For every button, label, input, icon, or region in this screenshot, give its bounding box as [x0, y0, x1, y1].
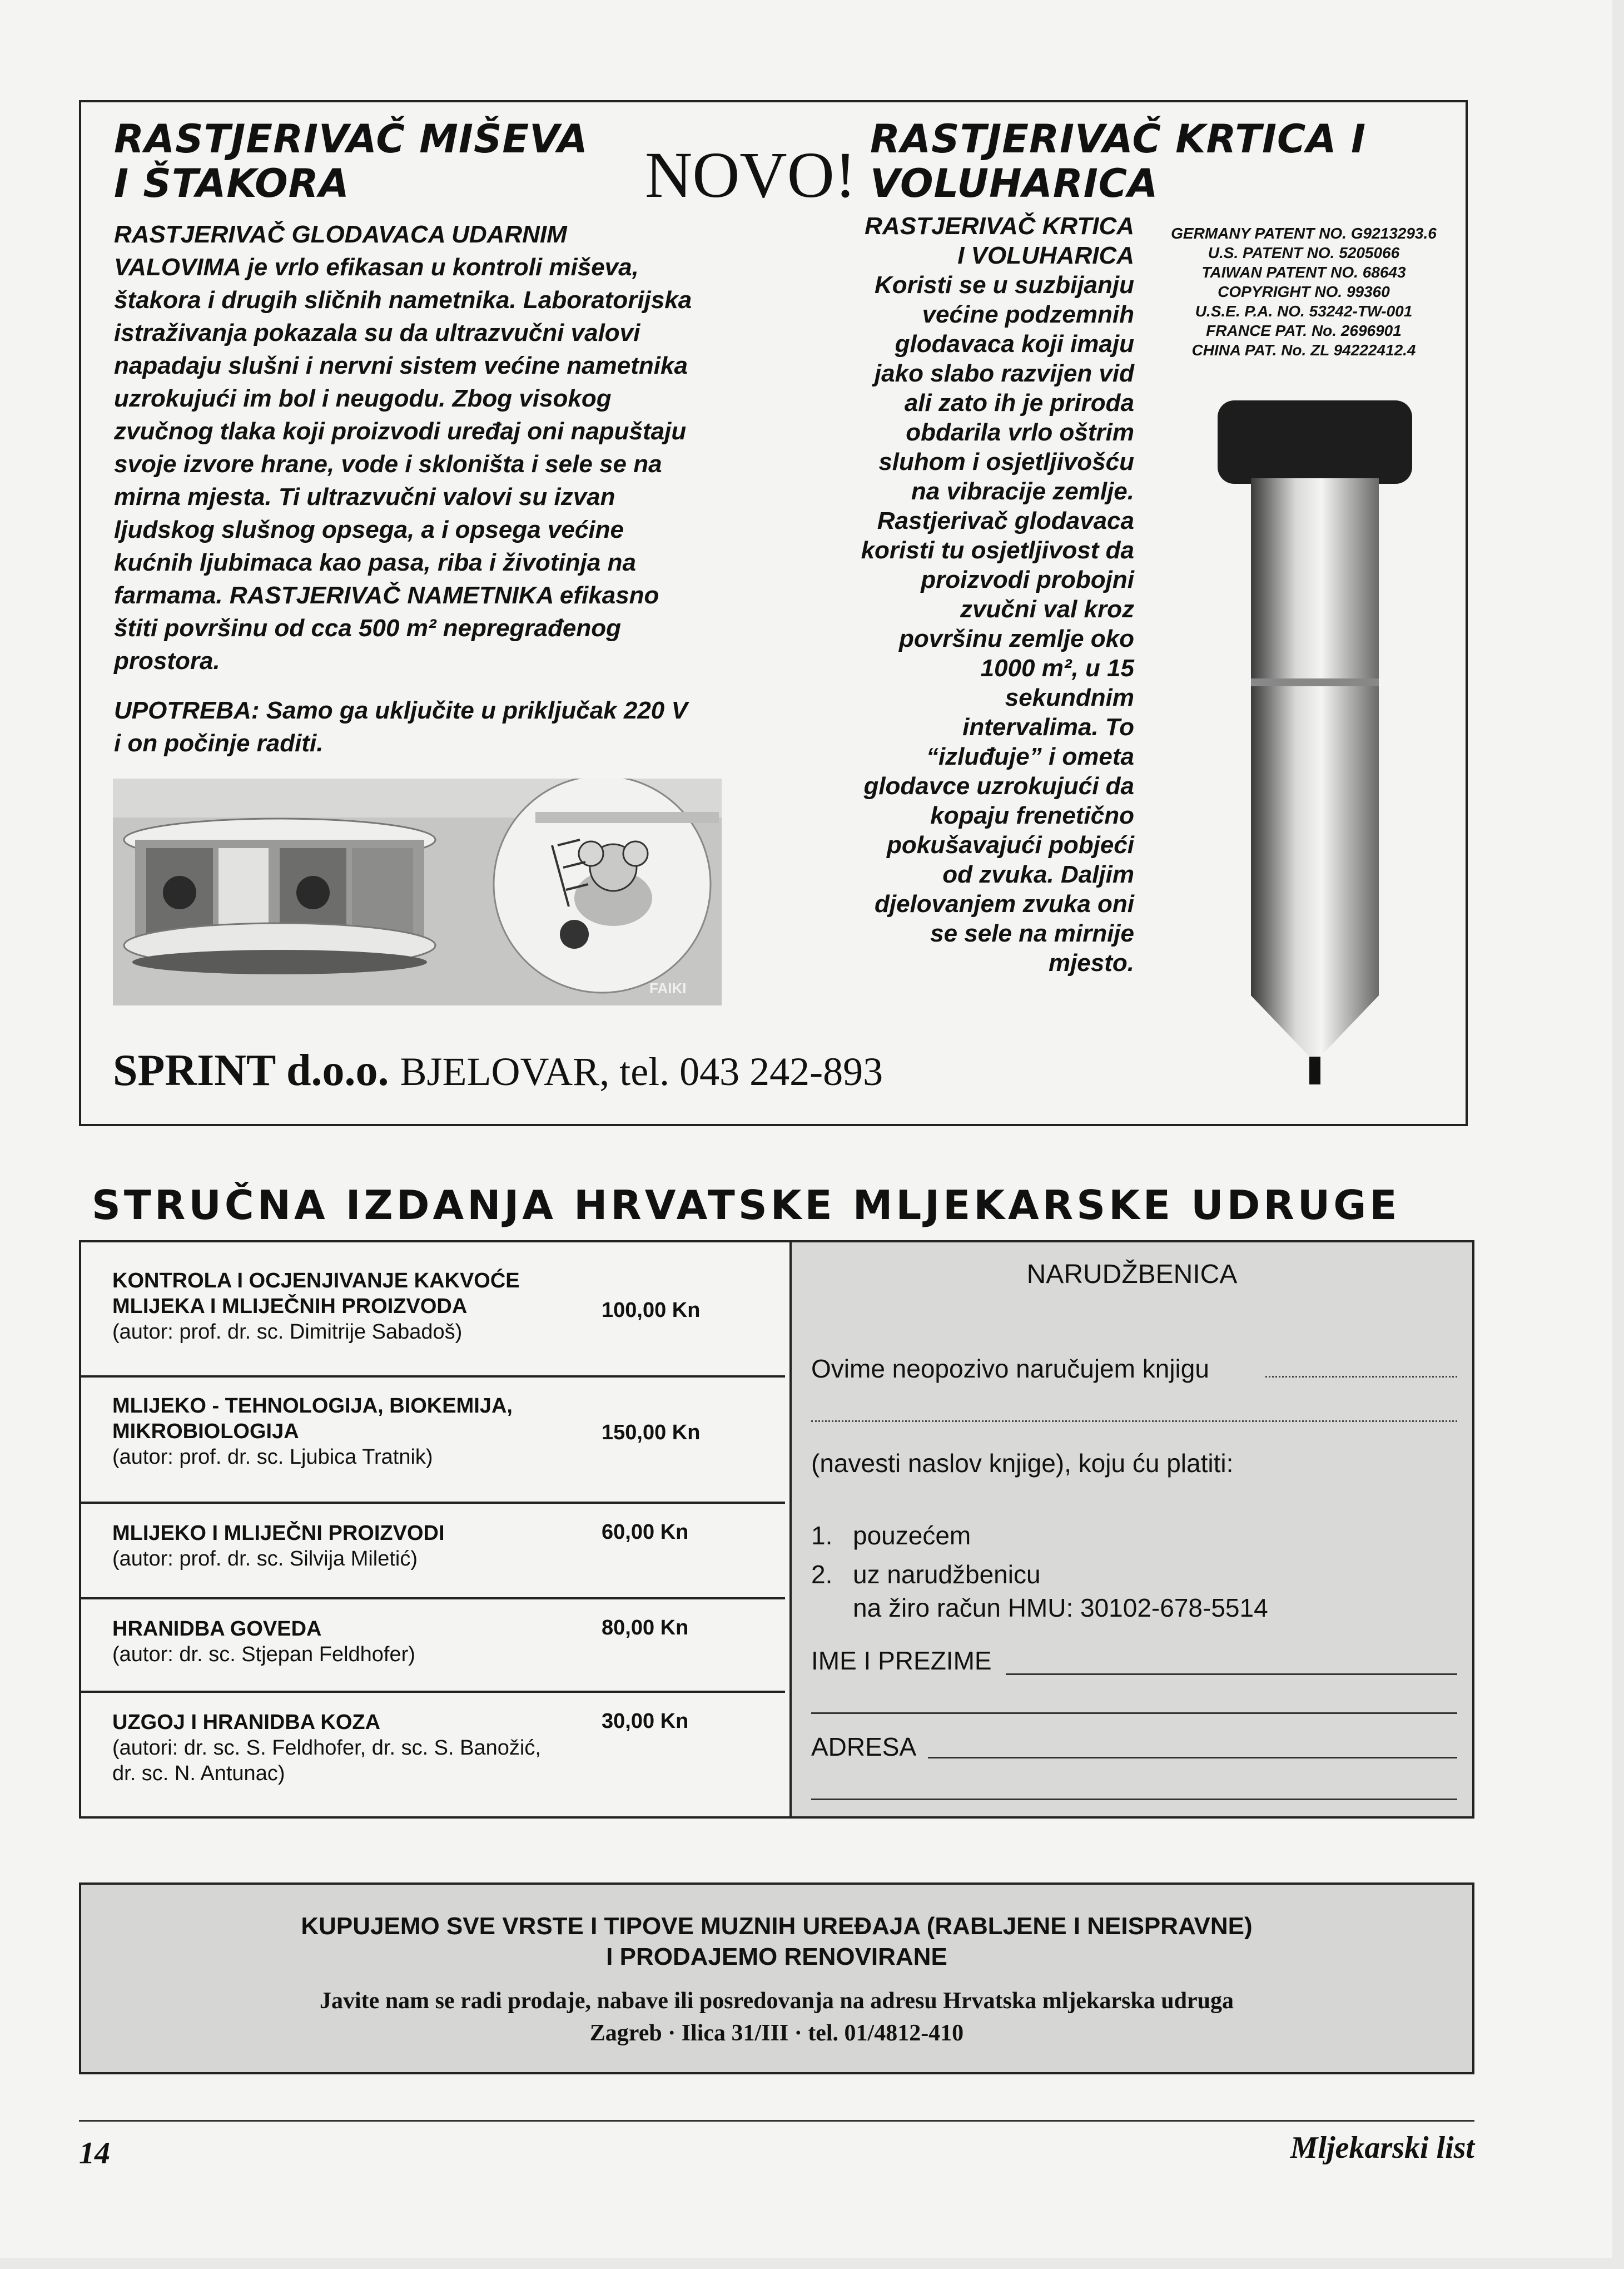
ad-usage-line: i on počinje raditi. [114, 730, 324, 757]
patent-line: CHINA PAT. No. ZL 94222412.4 [1191, 341, 1416, 359]
book-author: (autori: dr. sc. S. Feldhofer, dr. sc. S. Banožić, [112, 1736, 541, 1760]
name-field[interactable] [1006, 1673, 1457, 1675]
patent-line: U.S.E. P.A. NO. 53242-TW-001 [1195, 303, 1413, 320]
ad-mid-line: I VOLUHARICA [957, 242, 1134, 269]
publications-title: STRUČNA IZDANJA HRVATSKE MLJEKARSKE UDRUGE [92, 1182, 1400, 1228]
book-title: MIKROBIOLOGIJA [112, 1420, 299, 1443]
buy-line-1: KUPUJEMO SVE VRSTE I TIPOVE MUZNIH UREĐAJA (RABLJENE I NEISPRAVNE) [301, 1913, 1253, 1940]
order-form-title: NARUDŽBENICA [1026, 1260, 1238, 1289]
ad-left-line: uzrokujući im bol i neugodu. Zbog visokog [114, 385, 612, 412]
book-title: UZGOJ I HRANIDBA KOZA [112, 1711, 381, 1734]
ad-mid-body [789, 211, 1134, 978]
ad-left-line: svoje izvore hrane, vode i skloništa i sele se na [114, 450, 662, 478]
payment-option-2-number: 2. [811, 1560, 833, 1589]
ad-right-title-line2: VOLUHARICA [870, 161, 1159, 206]
buy-line-3: Javite nam se radi prodaje, nabave ili posredovanja na adresu Hrvatska mljekarska udruga [320, 1988, 1234, 2014]
ad-left-title [114, 117, 588, 206]
book-table [79, 1240, 796, 1819]
patent-list [1140, 224, 1468, 360]
mole-repeller-image [1206, 389, 1429, 1096]
buy-line-4: Zagreb · Ilica 31/III · tel. 01/4812-410 [589, 2020, 964, 2046]
book-price: 30,00 Kn [602, 1710, 689, 1733]
book-title: HRANIDBA GOVEDA [112, 1617, 322, 1641]
footer-rule [79, 2120, 1474, 2122]
payment-option-1-number: 1. [811, 1521, 833, 1550]
product-photo [113, 779, 722, 1005]
address-field[interactable] [928, 1757, 1457, 1758]
book-text [112, 1393, 513, 1470]
sprint-company: SPRINT d.o.o. [113, 1046, 389, 1095]
book-row [79, 1691, 785, 1819]
ad-left-line: kućnih ljubimaca kao pasa, riba i životinja na [114, 549, 636, 576]
ad-mid-line: RASTJERIVAČ KRTICA [865, 212, 1134, 240]
order-line2-label: (navesti naslov knjige), koju ću platiti: [811, 1449, 1234, 1478]
ad-mid-line: sekundnim [1005, 684, 1134, 711]
ad-mid-line: 1000 m², u 15 [980, 655, 1134, 682]
ad-mid-line: “izluđuje” i ometa [926, 743, 1134, 770]
ad-mid-line: djelovanjem zvuka oni [874, 890, 1134, 918]
ad-mid-line: glodavce uzrokujući da [863, 772, 1134, 800]
buy-line-2: I PRODAJEMO RENOVIRANE [606, 1943, 947, 1970]
ad-left-line: VALOVIMA je vrlo efikasan u kontroli miševa, [114, 254, 639, 281]
product-photo-drawing [113, 779, 722, 1005]
ad-mid-line: se sele na mirnije [930, 920, 1134, 947]
book-row [79, 1240, 785, 1375]
patent-line: TAIWAN PATENT NO. 68643 [1201, 264, 1406, 281]
book-row [79, 1502, 785, 1597]
book-author: (autor: prof. dr. sc. Silvija Miletić) [112, 1547, 418, 1571]
ad-left-line: farmama. RASTJERIVAČ NAMETNIKA efikasno [114, 582, 659, 609]
ad-mid-line: sluhom i osjetljivošću [878, 448, 1134, 475]
ad-left-line: štakora i drugih sličnih nametnika. Laboratorijska [114, 286, 692, 314]
address-field-2[interactable] [811, 1799, 1457, 1800]
patent-line: COPYRIGHT NO. 99360 [1218, 283, 1390, 300]
ad-mid-line: proizvodi probojni [921, 566, 1134, 593]
novo-label: NOVO! [645, 138, 857, 211]
ad-left-line: zvučnog tlaka koji proizvodi uređaj oni napuštaju [114, 418, 687, 445]
book-title-field-2[interactable] [811, 1420, 1457, 1422]
journal-name: Mljekarski list [1290, 2131, 1474, 2165]
ad-right-title [870, 117, 1366, 206]
address-label: ADRESA [811, 1732, 917, 1761]
page-number: 14 [79, 2136, 110, 2171]
name-label: IME I PREZIME [811, 1646, 992, 1675]
order-line1-label: Ovime neopozivo naručujem knjigu [811, 1354, 1209, 1383]
book-row [79, 1375, 785, 1502]
book-author: (autor: dr. sc. Stjepan Feldhofer) [112, 1643, 415, 1666]
buy-sell-box [79, 1882, 1474, 2074]
ad-mid-line: većine podzemnih [922, 301, 1134, 328]
book-author: (autor: prof. dr. sc. Dimitrije Sabadoš) [112, 1320, 463, 1344]
book-author: dr. sc. N. Antunac) [112, 1762, 285, 1785]
ad-mid-line: jako slabo razvijen vid [874, 360, 1134, 387]
ad-right-title-line1: RASTJERIVAČ KRTICA I [870, 116, 1366, 162]
ad-mid-line: od zvuka. Daljim [942, 861, 1134, 888]
photo-label: FAIKI [649, 980, 687, 997]
patent-line: U.S. PATENT NO. 5205066 [1208, 244, 1400, 261]
ad-mid-line: pokušavajući pobjeći [886, 831, 1134, 859]
ad-left-body [114, 218, 820, 760]
ad-mid-line: obdarila vrlo oštrim [906, 419, 1134, 446]
ad-mid-line: ali zato ih je priroda [904, 389, 1134, 417]
book-price: 150,00 Kn [602, 1421, 701, 1444]
book-title-field[interactable] [1265, 1376, 1457, 1378]
book-row [79, 1597, 785, 1691]
book-price: 60,00 Kn [602, 1520, 689, 1544]
payment-option-1[interactable]: pouzećem [853, 1521, 971, 1550]
ad-mid-line: glodavaca koji imaju [895, 330, 1134, 358]
book-title: MLIJEKO - TEHNOLOGIJA, BIOKEMIJA, [112, 1394, 513, 1418]
ad-mid-line: kopaju frenetično [930, 802, 1134, 829]
book-title: MLIJEKA I MLIJEČNIH PROIZVODA [112, 1295, 468, 1318]
book-price: 80,00 Kn [602, 1616, 689, 1639]
sprint-line [113, 1046, 883, 1097]
book-title: KONTROLA I OCJENJIVANJE KAKVOĆE [112, 1269, 520, 1292]
ad-mid-line: koristi tu osjetljivost da [861, 537, 1134, 564]
ad-mid-line: na vibracije zemlje. [911, 478, 1134, 505]
ad-mid-line: Rastjerivač glodavaca [877, 507, 1134, 534]
ad-left-line: prostora. [114, 647, 220, 675]
book-author: (autor: prof. dr. sc. Ljubica Tratnik) [112, 1445, 433, 1469]
ad-left-line: istraživanja pokazala su da ultrazvučni valovi [114, 319, 640, 346]
ad-mid-line: intervalima. To [962, 714, 1134, 741]
ad-mid-line: površinu zemlje oko [899, 625, 1134, 652]
book-text [112, 1616, 415, 1667]
ad-left-line: mirna mjesta. Ti ultrazvučni valovi su izvan [114, 483, 615, 511]
book-text [112, 1268, 520, 1345]
order-form [789, 1242, 1472, 1816]
book-title: MLIJEKO I MLIJEČNI PROIZVODI [112, 1522, 445, 1545]
ad-left-line: RASTJERIVAČ GLODAVACA UDARNIM [114, 221, 567, 248]
sprint-contact: BJELOVAR, tel. 043 242-893 [400, 1049, 883, 1094]
ad-usage-line: UPOTREBA: Samo ga uključite u priključak 220 V [114, 697, 688, 724]
book-text [112, 1520, 445, 1572]
book-text [112, 1710, 541, 1786]
ad-left-title-line2: I ŠTAKORA [114, 161, 350, 206]
ad-mid-line: Koristi se u suzbijanju [875, 271, 1134, 299]
patent-line: GERMANY PATENT NO. G9213293.6 [1171, 225, 1437, 242]
ad-left-line: ljudskog slušnog opsega, a i opsega većine [114, 516, 624, 543]
ad-mid-line: zvučni val kroz [960, 596, 1134, 623]
payment-option-2[interactable]: uz narudžbenicu [853, 1560, 1041, 1589]
ad-left-line: napadaju slušni i nervni sistem većine nametnika [114, 352, 688, 379]
payment-account: na žiro račun HMU: 30102-678-5514 [853, 1593, 1268, 1622]
ad-left-line: štiti površinu od cca 500 m² nepregrađenog [114, 615, 621, 642]
patent-line: FRANCE PAT. No. 2696901 [1206, 322, 1402, 339]
name-field-2[interactable] [811, 1712, 1457, 1714]
book-price: 100,00 Kn [602, 1299, 701, 1322]
ad-mid-line: mjesto. [1048, 949, 1134, 977]
ad-left-title-line1: RASTJERIVAČ MIŠEVA [114, 116, 588, 162]
